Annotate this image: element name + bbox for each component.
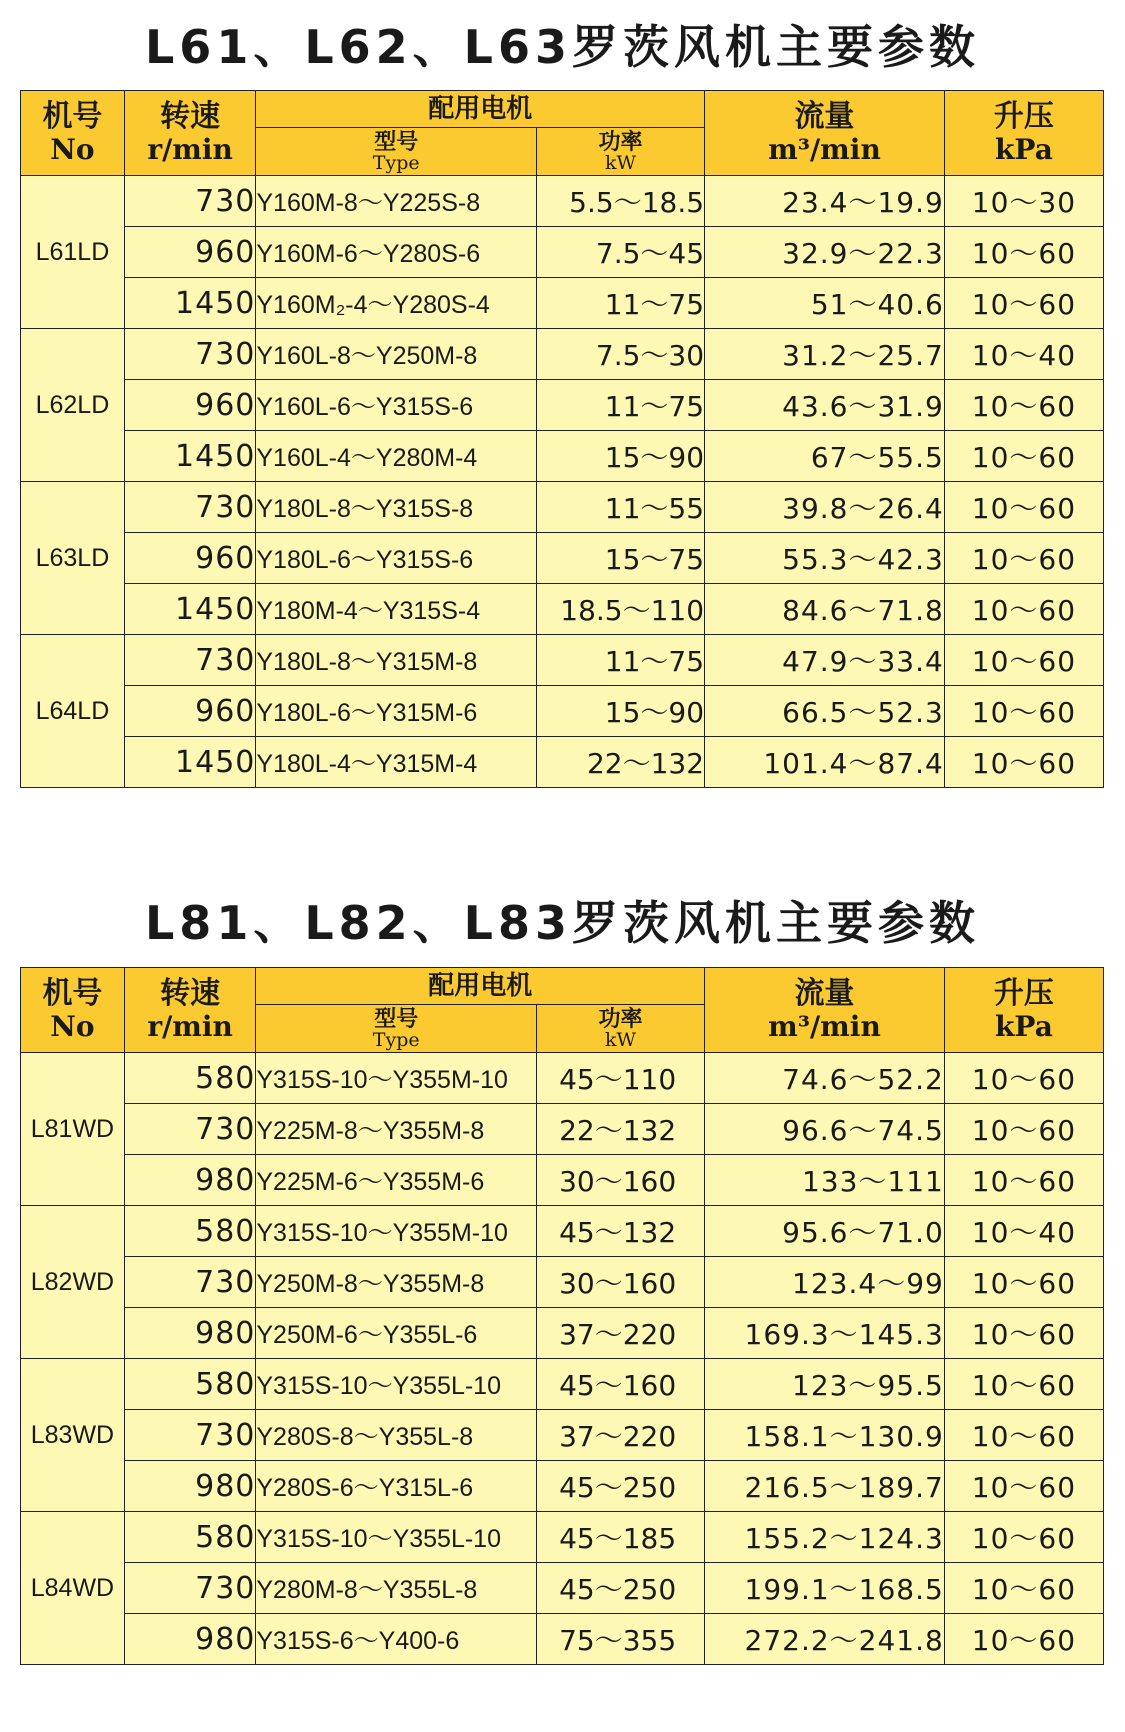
power-value: 22～132 — [537, 737, 705, 788]
pressure-value: 10～60 — [944, 1512, 1103, 1563]
motor-type: Y280M-8～Y355L-8 — [256, 1563, 537, 1614]
model-number: L61LD — [21, 176, 125, 329]
table-row — [21, 1512, 1104, 1563]
pressure-value: 10～60 — [944, 1155, 1103, 1206]
table-row — [21, 1104, 1104, 1155]
model-number: L64LD — [21, 635, 125, 788]
table-row — [21, 1257, 1104, 1308]
motor-type: Y180L-8～Y315S-8 — [256, 482, 537, 533]
power-value: 45～250 — [537, 1563, 705, 1614]
header-model-en: No — [50, 133, 95, 166]
pressure-value: 10～40 — [944, 329, 1103, 380]
header-power — [537, 128, 705, 176]
header-pressure-en: kPa — [994, 1010, 1053, 1043]
speed-value: 730 — [124, 635, 256, 686]
flow-value: 199.1～168.5 — [705, 1563, 945, 1614]
pressure-value: 10～60 — [944, 533, 1103, 584]
flow-value: 169.3～145.3 — [705, 1308, 945, 1359]
pressure-value: 10～60 — [944, 431, 1103, 482]
speed-value: 580 — [124, 1512, 256, 1563]
header-speed — [124, 91, 256, 176]
flow-value: 133～111 — [705, 1155, 945, 1206]
pressure-value: 10～60 — [944, 1563, 1103, 1614]
pressure-value: 10～60 — [944, 1461, 1103, 1512]
header-flow — [705, 968, 945, 1053]
motor-type: Y160M-8～Y225S-8 — [256, 176, 537, 227]
table-row — [21, 329, 1104, 380]
speed-value: 1450 — [124, 431, 256, 482]
header-pressure-cn: 升压 — [993, 99, 1054, 134]
model-number: L83WD — [21, 1359, 125, 1512]
pressure-value: 10～60 — [944, 380, 1103, 431]
table-row — [21, 1614, 1104, 1665]
flow-value: 272.2～241.8 — [705, 1614, 945, 1665]
speed-value: 960 — [124, 227, 256, 278]
motor-type: Y250M-8～Y355M-8 — [256, 1257, 537, 1308]
header-flow-cn: 流量 — [794, 99, 855, 134]
header-model-en: No — [50, 1010, 95, 1043]
pressure-value: 10～60 — [944, 635, 1103, 686]
flow-value: 66.5～52.3 — [705, 686, 945, 737]
pressure-value: 10～60 — [944, 686, 1103, 737]
motor-type: Y180M-4～Y315S-4 — [256, 584, 537, 635]
flow-value: 155.2～124.3 — [705, 1512, 945, 1563]
header-type-cn: 型号 — [374, 1005, 419, 1032]
flow-value: 39.8～26.4 — [705, 482, 945, 533]
header-power-cn: 功率 — [598, 1005, 643, 1032]
model-number: L84WD — [21, 1512, 125, 1665]
flow-value: 74.6～52.2 — [705, 1053, 945, 1104]
flow-value: 216.5～189.7 — [705, 1461, 945, 1512]
motor-type: Y280S-6～Y315L-6 — [256, 1461, 537, 1512]
header-motor-group: 配用电机 — [256, 91, 705, 128]
header-type-en: Type — [372, 151, 420, 174]
power-value: 18.5～110 — [537, 584, 705, 635]
pressure-value: 10～60 — [944, 1053, 1103, 1104]
header-speed — [124, 968, 256, 1053]
table-2-title: L81、L82、L83罗茨风机主要参数 — [145, 896, 980, 950]
header-power — [537, 1005, 705, 1053]
power-value: 75～355 — [537, 1614, 705, 1665]
motor-type: Y180L-8～Y315M-8 — [256, 635, 537, 686]
header-pressure-en: kPa — [994, 133, 1053, 166]
flow-value: 23.4～19.9 — [705, 176, 945, 227]
header-motor-group: 配用电机 — [256, 968, 705, 1005]
header-pressure — [944, 968, 1103, 1053]
speed-value: 730 — [124, 1257, 256, 1308]
header-flow-cn: 流量 — [794, 976, 855, 1011]
header-speed-cn: 转速 — [160, 99, 221, 134]
header-model — [21, 91, 125, 176]
flow-value: 67～55.5 — [705, 431, 945, 482]
header-model-cn: 机号 — [42, 976, 103, 1011]
model-number: L81WD — [21, 1053, 125, 1206]
motor-type: Y160L-4～Y280M-4 — [256, 431, 537, 482]
power-value: 45～250 — [537, 1461, 705, 1512]
power-value: 45～110 — [537, 1053, 705, 1104]
model-number: L82WD — [21, 1206, 125, 1359]
speed-value: 730 — [124, 1104, 256, 1155]
table-row — [21, 584, 1104, 635]
power-value: 11～75 — [537, 278, 705, 329]
speed-value: 580 — [124, 1359, 256, 1410]
power-value: 37～220 — [537, 1410, 705, 1461]
table-row — [21, 482, 1104, 533]
speed-value: 1450 — [124, 278, 256, 329]
parameter-table-1 — [20, 90, 1104, 788]
speed-value: 980 — [124, 1308, 256, 1359]
motor-type: Y160M₂-4～Y280S-4 — [256, 278, 537, 329]
motor-type: Y225M-8～Y355M-8 — [256, 1104, 537, 1155]
speed-value: 1450 — [124, 737, 256, 788]
pressure-value: 10～60 — [944, 1257, 1103, 1308]
motor-type: Y180L-4～Y315M-4 — [256, 737, 537, 788]
speed-value: 980 — [124, 1614, 256, 1665]
header-type-en: Type — [372, 1028, 420, 1051]
header-power-cn: 功率 — [598, 128, 643, 155]
pressure-value: 10～60 — [944, 278, 1103, 329]
flow-value: 95.6～71.0 — [705, 1206, 945, 1257]
table-row — [21, 1563, 1104, 1614]
header-flow-en: m³/min — [768, 1010, 881, 1043]
speed-value: 580 — [124, 1053, 256, 1104]
power-value: 45～132 — [537, 1206, 705, 1257]
table-row — [21, 1206, 1104, 1257]
speed-value: 730 — [124, 329, 256, 380]
table-row — [21, 176, 1104, 227]
speed-value: 980 — [124, 1155, 256, 1206]
power-value: 45～160 — [537, 1359, 705, 1410]
pressure-value: 10～60 — [944, 1410, 1103, 1461]
header-model — [21, 968, 125, 1053]
speed-value: 730 — [124, 176, 256, 227]
table-row — [21, 1359, 1104, 1410]
power-value: 7.5～45 — [537, 227, 705, 278]
pressure-value: 10～30 — [944, 176, 1103, 227]
table-row — [21, 1461, 1104, 1512]
table-row — [21, 635, 1104, 686]
speed-value: 960 — [124, 380, 256, 431]
flow-value: 123.4～99 — [705, 1257, 945, 1308]
speed-value: 980 — [124, 1461, 256, 1512]
table-row — [21, 1410, 1104, 1461]
table-row — [21, 278, 1104, 329]
power-value: 15～90 — [537, 431, 705, 482]
parameter-table-2 — [20, 967, 1104, 1665]
power-value: 30～160 — [537, 1155, 705, 1206]
speed-value: 1450 — [124, 584, 256, 635]
flow-value: 51～40.6 — [705, 278, 945, 329]
motor-type: Y315S-10～Y355M-10 — [256, 1053, 537, 1104]
motor-type: Y160M-6～Y280S-6 — [256, 227, 537, 278]
power-value: 30～160 — [537, 1257, 705, 1308]
motor-type: Y160L-8～Y250M-8 — [256, 329, 537, 380]
speed-value: 580 — [124, 1206, 256, 1257]
header-pressure-cn: 升压 — [993, 976, 1054, 1011]
table-row — [21, 737, 1104, 788]
header-type-cn: 型号 — [374, 128, 419, 155]
flow-value: 158.1～130.9 — [705, 1410, 945, 1461]
table-row — [21, 686, 1104, 737]
power-value: 11～75 — [537, 635, 705, 686]
header-power-en: kW — [605, 151, 637, 174]
pressure-value: 10～60 — [944, 1614, 1103, 1665]
power-value: 11～55 — [537, 482, 705, 533]
pressure-value: 10～60 — [944, 584, 1103, 635]
table-row — [21, 431, 1104, 482]
flow-value: 43.6～31.9 — [705, 380, 945, 431]
motor-type: Y280S-8～Y355L-8 — [256, 1410, 537, 1461]
header-type — [256, 128, 537, 176]
pressure-value: 10～60 — [944, 1359, 1103, 1410]
table-row — [21, 533, 1104, 584]
power-value: 7.5～30 — [537, 329, 705, 380]
header-speed-en: r/min — [147, 133, 233, 166]
motor-type: Y315S-10～Y355M-10 — [256, 1206, 537, 1257]
motor-type: Y180L-6～Y315M-6 — [256, 686, 537, 737]
flow-value: 84.6～71.8 — [705, 584, 945, 635]
power-value: 15～90 — [537, 686, 705, 737]
speed-value: 730 — [124, 1563, 256, 1614]
flow-value: 32.9～22.3 — [705, 227, 945, 278]
speed-value: 960 — [124, 533, 256, 584]
power-value: 15～75 — [537, 533, 705, 584]
power-value: 37～220 — [537, 1308, 705, 1359]
speed-value: 730 — [124, 1410, 256, 1461]
pressure-value: 10～60 — [944, 1104, 1103, 1155]
table-row — [21, 1155, 1104, 1206]
flow-value: 47.9～33.4 — [705, 635, 945, 686]
pressure-value: 10～60 — [944, 482, 1103, 533]
power-value: 11～75 — [537, 380, 705, 431]
pressure-value: 10～40 — [944, 1206, 1103, 1257]
model-number: L63LD — [21, 482, 125, 635]
header-pressure — [944, 91, 1103, 176]
power-value: 22～132 — [537, 1104, 705, 1155]
header-flow — [705, 91, 945, 176]
model-number: L62LD — [21, 329, 125, 482]
power-value: 45～185 — [537, 1512, 705, 1563]
header-model-cn: 机号 — [42, 99, 103, 134]
header-speed-en: r/min — [147, 1010, 233, 1043]
pressure-value: 10～60 — [944, 227, 1103, 278]
pressure-value: 10～60 — [944, 737, 1103, 788]
table-row — [21, 380, 1104, 431]
flow-value: 55.3～42.3 — [705, 533, 945, 584]
table-row — [21, 1308, 1104, 1359]
flow-value: 31.2～25.7 — [705, 329, 945, 380]
header-speed-cn: 转速 — [160, 976, 221, 1011]
motor-type: Y225M-6～Y355M-6 — [256, 1155, 537, 1206]
motor-type: Y315S-6～Y400-6 — [256, 1614, 537, 1665]
speed-value: 960 — [124, 686, 256, 737]
motor-type: Y160L-6～Y315S-6 — [256, 380, 537, 431]
header-flow-en: m³/min — [768, 133, 881, 166]
pressure-value: 10～60 — [944, 1308, 1103, 1359]
header-type — [256, 1005, 537, 1053]
table-row — [21, 227, 1104, 278]
power-value: 5.5～18.5 — [537, 176, 705, 227]
motor-type: Y180L-6～Y315S-6 — [256, 533, 537, 584]
header-power-en: kW — [605, 1028, 637, 1051]
motor-type: Y315S-10～Y355L-10 — [256, 1512, 537, 1563]
speed-value: 730 — [124, 482, 256, 533]
table-row — [21, 1053, 1104, 1104]
flow-value: 101.4～87.4 — [705, 737, 945, 788]
flow-value: 123～95.5 — [705, 1359, 945, 1410]
motor-type: Y250M-6～Y355L-6 — [256, 1308, 537, 1359]
table-1-title: L61、L62、L63罗茨风机主要参数 — [145, 20, 980, 74]
flow-value: 96.6～74.5 — [705, 1104, 945, 1155]
motor-type: Y315S-10～Y355L-10 — [256, 1359, 537, 1410]
